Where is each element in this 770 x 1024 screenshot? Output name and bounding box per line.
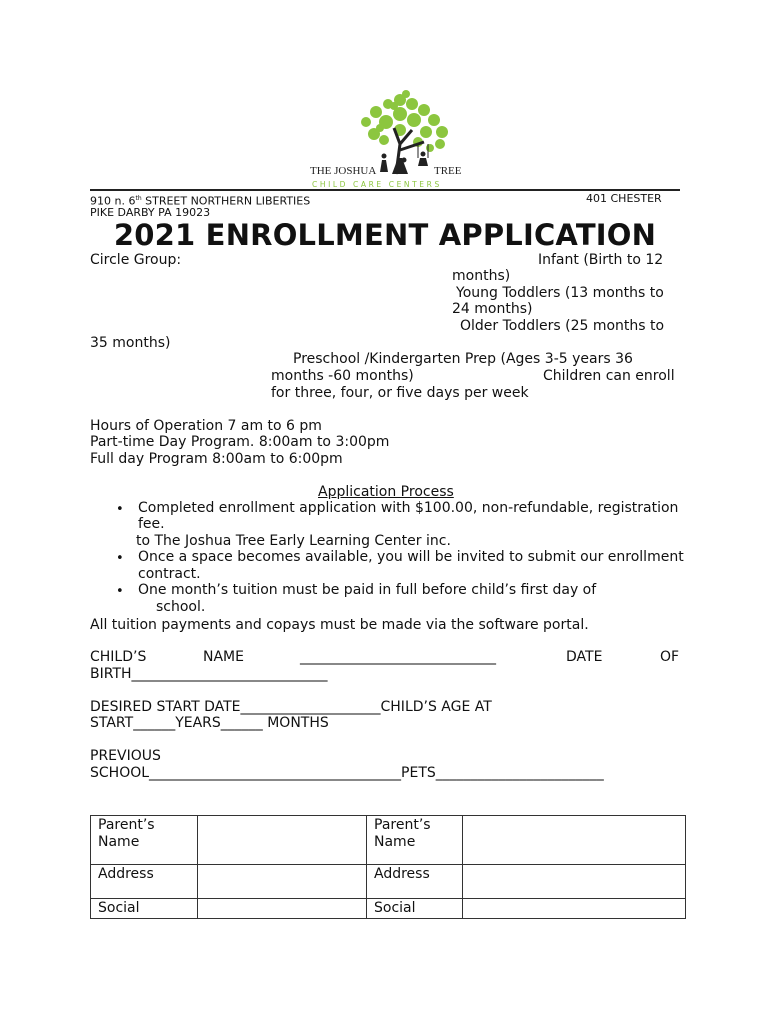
previous-school-pets-field[interactable]: SCHOOL____________________________________PETS________________________ (90, 765, 604, 781)
parent2-social-field[interactable] (463, 899, 686, 919)
process-item-3-cont: school. (156, 599, 206, 615)
parent2-address-field[interactable] (463, 865, 686, 899)
parent2-name-field[interactable] (463, 816, 686, 865)
group-infant-cont: months) (452, 268, 511, 284)
parent1-address-label: Address (91, 865, 198, 899)
group-young-toddlers: Young Toddlers (13 months to (456, 285, 664, 301)
group-preschool-cont: months -60 months) (271, 368, 414, 384)
tree-canopy-icon (361, 90, 448, 152)
desired-start-field[interactable]: DESIRED START DATE____________________CHILD’S AGE AT (90, 699, 492, 715)
process-item-3: One month’s tuition must be paid in full before child’s first day of (138, 582, 597, 598)
parent2-social-label: Social (367, 899, 463, 919)
logo-text-right: TREE (434, 165, 462, 177)
process-item-2-cont: contract. (138, 566, 201, 582)
group-young-toddlers-cont: 24 months) (452, 301, 533, 317)
hours-part-time: Part-time Day Program. 8:00am to 3:00pm (90, 434, 390, 450)
birth-date-field[interactable]: BIRTH____________________________ (90, 666, 328, 682)
address-right-line1: 401 CHESTER (586, 192, 662, 205)
process-heading: Application Process (318, 484, 454, 500)
parent1-name-field[interactable] (198, 816, 367, 865)
parents-table (90, 815, 686, 919)
circle-group-label: Circle Group: (90, 252, 182, 268)
page-title: 2021 ENROLLMENT APPLICATION (113, 218, 657, 252)
process-item-2: Once a space becomes available, you will be invited to submit our enrollment (138, 549, 684, 565)
parent2-address-label: Address (367, 865, 463, 899)
joshua-tree-logo (300, 88, 470, 192)
group-enroll-days: for three, four, or five days per week (271, 385, 529, 401)
date-label: DATE (566, 649, 603, 665)
table-row (91, 899, 686, 919)
parent1-social-label: Social (91, 899, 198, 919)
parent1-social-field[interactable] (198, 899, 367, 919)
logo-text-left: THE JOSHUA (310, 165, 377, 177)
group-older-toddlers-cont: 35 months) (90, 335, 171, 351)
group-enroll-note: Children can enroll (543, 368, 675, 384)
address-left-line1: 910 n. 6th STREET NORTHERN LIBERTIES (90, 194, 311, 208)
table-row (91, 816, 686, 865)
group-older-toddlers: Older Toddlers (25 months to (460, 318, 665, 334)
bullet-icon: • (116, 551, 124, 566)
childs-label: CHILD’S (90, 649, 147, 665)
table-row (91, 865, 686, 899)
process-item-1-cont: fee. (138, 516, 165, 532)
parent2-name-label: Parent’s Name (367, 816, 463, 865)
process-item-1-cont2: to The Joshua Tree Early Learning Center inc. (136, 533, 451, 549)
address-left-line2: PIKE DARBY PA 19023 (90, 206, 211, 219)
bullet-icon: • (116, 502, 124, 517)
hours-full-day: Full day Program 8:00am to 6:00pm (90, 451, 343, 467)
parent1-name-label: Parent’s Name (91, 816, 198, 865)
tuition-note: All tuition payments and copays must be made via the software portal. (90, 617, 589, 633)
logo-subtitle: CHILD CARE CENTERS (312, 180, 442, 189)
previous-label: PREVIOUS (90, 748, 161, 764)
process-item-1: Completed enrollment application with $100.00, non-refundable, registration (138, 500, 679, 516)
of-label: OF (660, 649, 680, 665)
parent1-address-field[interactable] (198, 865, 367, 899)
child-name-field[interactable]: ____________________________ (300, 649, 496, 665)
header-rule (90, 189, 680, 191)
hours-operation: Hours of Operation 7 am to 6 pm (90, 418, 322, 434)
group-preschool: Preschool /Kindergarten Prep (Ages 3-5 years 36 (293, 351, 633, 367)
bullet-icon: • (116, 584, 124, 599)
child-age-field[interactable]: START______YEARS______ MONTHS (90, 715, 329, 731)
name-label: NAME (203, 649, 244, 665)
group-infant: Infant (Birth to 12 (538, 252, 664, 268)
